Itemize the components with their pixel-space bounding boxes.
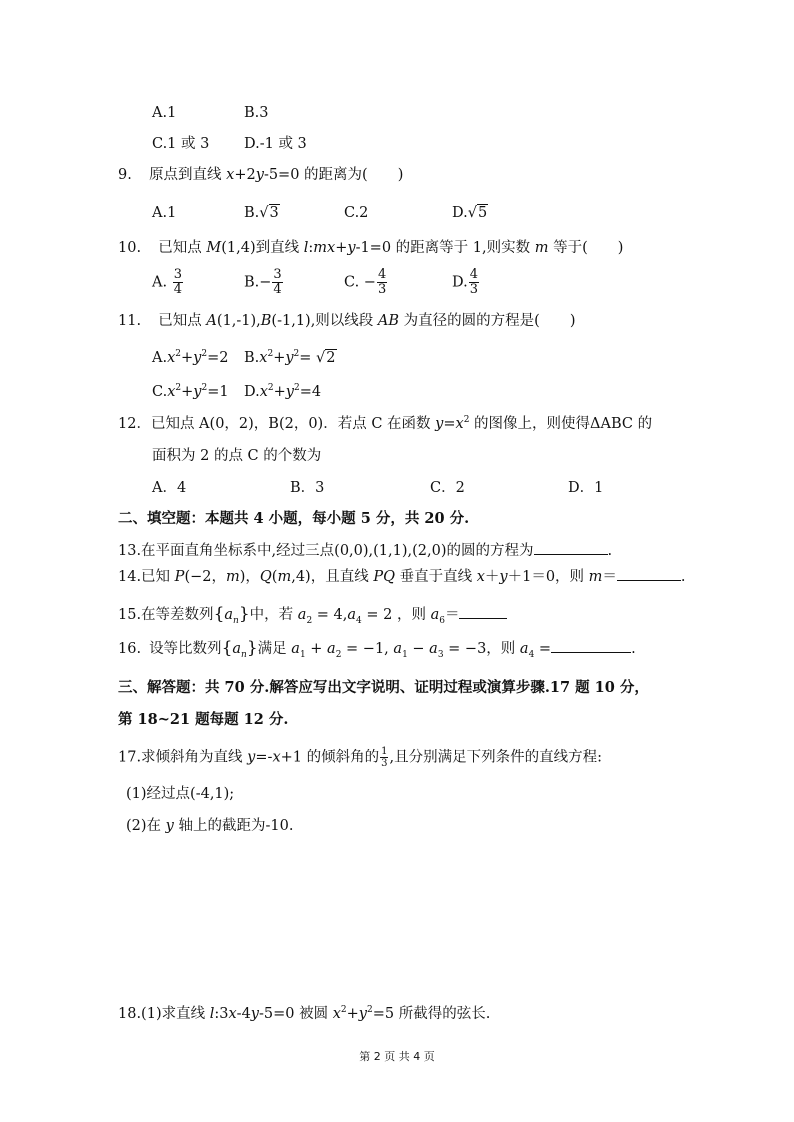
q18-stem: 18.(1)求直线 l:3x-4y-5=0 被圆 $x^2+y^2=5$ 所截得的弦长. [118,1005,491,1022]
q16-answer-blank [551,638,631,653]
q8-option-c: C.1 或 3 [152,136,210,152]
q10-option-d: D. $\frac{4}{3}$ [452,267,478,297]
q8-option-d: D.-1 或 3 [244,136,307,152]
q10-option-b: B.− $\frac{3}{4}$ [244,267,282,297]
q10-option-c: C. − $\frac{4}{3}$ [344,267,387,297]
q13-answer-blank [534,540,608,555]
q10-number: 10. [118,240,142,256]
q12-option-b: B．3 [290,480,325,496]
page-footer: 第 2 页 共 4 页 [359,1050,435,1063]
q8-option-b: B.3 [244,105,269,121]
q14-answer-blank [617,566,681,581]
q10-stem: 10. 已知点 M(1,4)到直线 l:mx+y-1=0 的距离等于 1,则实数 m 等于( ) [118,240,624,256]
section-2-heading: 二、填空题：本题共 4 小题，每小题 5 分，共 20 分. [118,510,470,527]
q9-option-b: B.√3 [244,205,279,221]
q9-option-a: A.1 [152,205,177,221]
q11-option-a: $A.x^2+y^2=2$ [152,349,229,366]
q17-part-1: (1)经过点(-4,1); [126,786,235,802]
q9-option-d: D.√5 [452,205,488,221]
q12-option-a: A．4 [152,480,187,496]
q11-number: 11. [118,313,142,329]
q16-stem: 16. 设等比数列$\{a_n\}$满足 $a_1 + a_2 = -1$, $a_1 - a_3 = -3$，则 $a_4$ = . [118,638,636,660]
q17-part-2: (2)在 y 轴上的截距为-10. [126,818,294,834]
q12-option-c: C．2 [430,480,465,496]
q12-stem-line1: 12．已知点 A(0，2)，B(2，0)．若点 C 在函数 $y=x^2$ 的图像上，则使得ΔABC 的 [118,415,653,432]
q9-stem: 9. 原点到直线 x+2y-5=0 的距离为( ) [118,167,404,183]
q9-option-c: C.2 [344,205,369,221]
q11-option-d: $D.x^2+y^2=4$ [244,383,322,400]
q8-option-a: A.1 [152,105,177,121]
q14-stem: 14.已知 P(−2，m)，Q(m,4)，且直线 PQ 垂直于直线 x＋y＋1＝0，则 m＝ . [118,566,686,587]
section-3-heading-line1: 三、解答题：共 70 分.解答应写出文字说明、证明过程或演算步骤.17 题 10 分， [118,679,649,696]
q12-option-d: D．1 [568,480,604,496]
q9-number: 9. [118,167,132,183]
q11-option-b: $B.x^2+y^2= √2$ [244,349,336,366]
q12-stem-line2: 面积为 2 的点 C 的个数为 [152,448,322,464]
q13-stem: 13.在平面直角坐标系中,经过三点(0,0),(1,1),(2,0)的圆的方程为 . [118,540,612,561]
q15-answer-blank [459,604,507,619]
q15-stem: 15.在等差数列$\{a_n\}$中，若 $a_2 = 4,a_4 = 2$ ，则 $a_6=$ [118,604,507,625]
q11-stem: 11. 已知点 A(1,-1),B(-1,1),则以线段 AB 为直径的圆的方程是( ) [118,313,576,329]
q10-option-a: A. $\frac{3}{4}$ [152,267,182,297]
q17-stem: 17.求倾斜角为直线 y=-x+1 的倾斜角的 $\frac{1}{3}$ ,且分别满足下列条件的直线方程: [118,746,602,769]
q12-number: 12． [118,416,151,432]
q11-option-c: $C.x^2+y^2=1$ [152,383,229,400]
section-3-heading-line2: 第 18~21 题每题 12 分. [118,711,289,728]
